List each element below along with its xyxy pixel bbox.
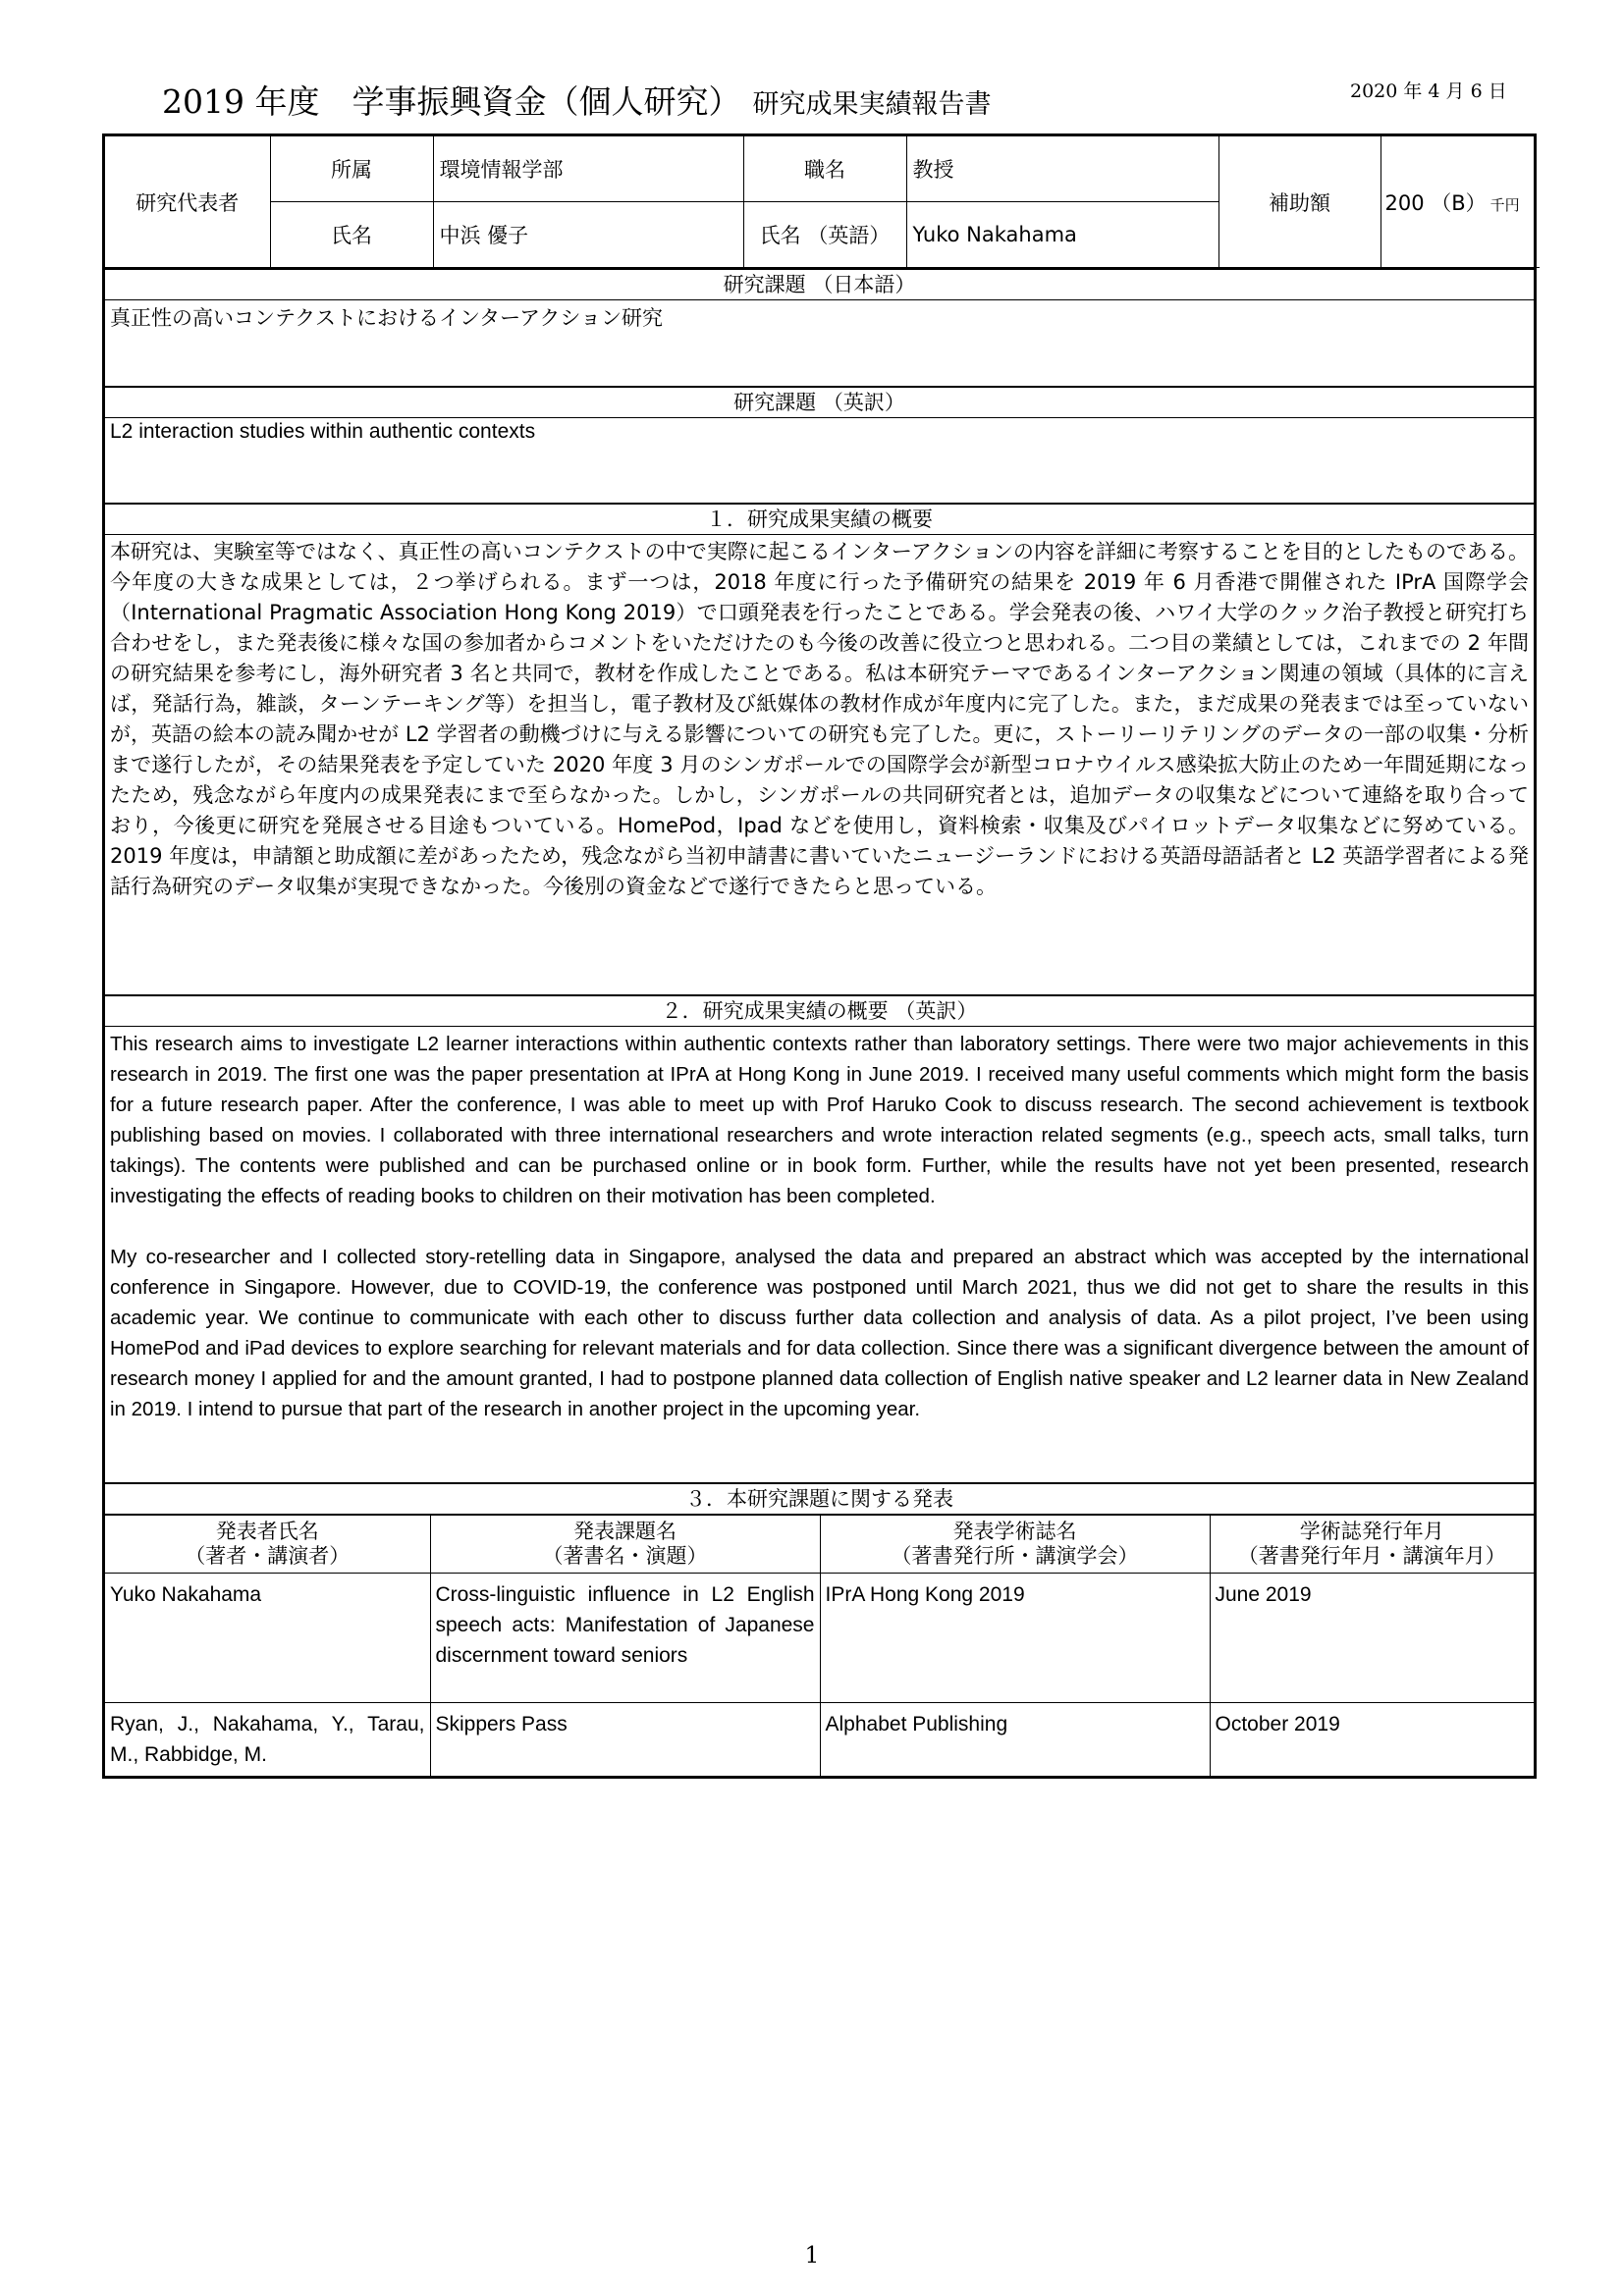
table-row [105,1574,1534,1703]
grant-value: 200 （B） [1384,190,1487,215]
header-date-line2: （著書発行年月・講演年月） [1237,1544,1506,1568]
affiliation-label: 所属 [270,136,433,202]
header-author [105,1516,430,1574]
page-number: 1 [804,2243,820,2269]
summary-jp-header: １．研究成果実績の概要 [105,503,1534,535]
grant-cell [1380,136,1540,268]
header-author-line1: 発表者氏名 [215,1520,319,1543]
title-sub: 研究成果実績報告書 [752,89,992,120]
position-label: 職名 [743,136,906,202]
position-value: 教授 [906,136,1218,202]
researcher-info-table [105,136,1540,268]
affiliation-value: 環境情報学部 [433,136,743,202]
header-author-line2: （著者・講演者） [185,1544,351,1568]
name-label: 氏名 [270,202,433,268]
summary-jp-text: 本研究は、実験室等ではなく、真正性の高いコンテクストの中で実際に起こるインターアクションの内容を詳細に考察することを目的としたものである。今年度の大きな成果としては，２つ挙げられる。まず一つは，2018 年度に行った予備研究の結果を 2019 年 6 月香港で開催された IPrA 国際学会（International Pragmatic Association Hong Kong 2019）で口頭発表を行ったことである。学会発表の後、ハワイ大学のクック治子教授と研究打ち合わせをし，また発表後に様々な国の参加者からコメントをいただけたのも今後の改善に役立つと思われる。二つ目の業績としては，これまでの 2 年間の研究結果を参考にし，海外研究者 3 名と共同で，教材を作成したことである。私は本研究テーマであるインターアクション関連の領域（具体的に言えば，発話行為，雑談，ターンテーキング等）を担当し，電子教材及び紙媒体の教材作成が年度内に完了した。また，まだ成果の発表までは至っていないが，英語の絵本の読み聞かせが L2 学習者の動機づけに与える影響についての研究も完了した。更に，ストーリーリテリングのデータの一部の収集・分析まで遂行したが，その結果発表を予定していた 2020 年度 3 月のシンガポールでの国際学会が新型コロナウイルス感染拡大防止のため一年間延期になったため，残念ながら年度内の成果発表にまで至らなかった。しかし，シンガポールの共同研究者とは，追加データの収集などについて連絡を取り合っており，今後更に研究を発展させる目途もついている。HomePod，Ipad などを使用し，資料検索・収集及びパイロットデータ収集などに努めている。2019 年度は，申請額と助成額に差があったため，残念ながら当初申請書に書いていたニュージーランドにおける英語母語話者と L2 英語学習者による発話行為研究のデータ収集が実現できなかった。今後別の資金などで遂行できたらと思っている。 [110,540,1529,898]
publications-table [105,1515,1534,1776]
header-date [1210,1516,1534,1574]
representative-label: 研究代表者 [105,136,270,268]
publication-title: Skippers Pass [430,1703,820,1777]
report-date: 2020 年 4 月 6 日 [1350,80,1507,102]
name-value: 中浜 優子 [433,202,743,268]
grant-label: 補助額 [1218,136,1380,268]
publications-header: ３．本研究課題に関する発表 [105,1482,1534,1515]
grant-unit: 千円 [1489,195,1520,214]
document-title [162,77,991,123]
header-title-line1: 発表課題名 [573,1520,677,1543]
publication-author: Yuko Nakahama [105,1574,430,1703]
title-main: 2019 年度 学事振興資金（個人研究） [162,82,741,121]
publications-header-row [105,1516,1534,1574]
publication-date: October 2019 [1210,1703,1534,1777]
header-title-line2: （著書名・演題） [542,1544,708,1568]
name-en-value: Yuko Nakahama [906,202,1218,268]
publication-author: Ryan, J., Nakahama, Y., Tarau, M., Rabbidge, M. [105,1703,430,1777]
publication-venue: IPrA Hong Kong 2019 [820,1574,1210,1703]
report-form [102,133,1537,1779]
publication-date: June 2019 [1210,1574,1534,1703]
summary-en-header: ２．研究成果実績の概要 （英訳） [105,994,1534,1027]
summary-en-paragraph-2: My co-researcher and I collected story-retelling data in Singapore, analysed the data and prepared an abstract which was accepted by the international conference in Singapore. However, due to COVID-19, the conference was postponed until March 2021, thus we did not get to share the results in this academic year. We continue to communicate with each other to discuss further data collection and analysis of data. As a pilot project, I’ve been using HomePod and iPad devices to explore searching for relevant materials and for data collection. Since there was a significant divergence between the amount of research money I applied for and the amount granted, I had to postpone planned data collection of English native speaker and L2 learner data in New Zealand in 2019. I intend to pursue that part of the research in another project in the upcoming year. [110,1246,1529,1420]
header-venue-line1: 発表学術誌名 [952,1520,1077,1543]
publication-title: Cross-linguistic influence in L2 English speech acts: Manifestation of Japanese discernment toward seniors [430,1574,820,1703]
header-title [430,1516,820,1574]
topic-jp-header: 研究課題 （日本語） [105,268,1534,300]
header-date-line1: 学術誌発行年月 [1299,1520,1444,1543]
summary-en-paragraph-1: This research aims to investigate L2 learner interactions within authentic contexts rather than laboratory settings. There were two major achievements in this research in 2019. The first one was the paper presentation at IPrA at Hong Kong in June 2019. I received many useful comments which might form the basis for a future research paper. After the conference, I was able to meet up with Prof Haruko Cook to discuss research. The second achievement is textbook publishing based on movies. I collaborated with three international researchers and wrote interaction related segments (e.g., speech acts, small talks, turn takings). The contents were published and can be purchased online or in book form. Further, while the results have not yet been presented, research investigating the effects of reading books to children on their motivation has been completed. [110,1033,1529,1207]
header-venue-line2: （著書発行所・講演学会） [891,1544,1139,1568]
header-venue [820,1516,1210,1574]
table-row [105,1703,1534,1777]
topic-en-value: L2 interaction studies within authentic contexts [110,420,536,443]
summary-en-body [105,1027,1534,1482]
topic-en-header: 研究課題 （英訳） [105,386,1534,418]
name-en-label: 氏名 （英語） [743,202,906,268]
topic-jp-value: 真正性の高いコンテクストにおけるインターアクション研究 [110,306,664,330]
publication-venue: Alphabet Publishing [820,1703,1210,1777]
